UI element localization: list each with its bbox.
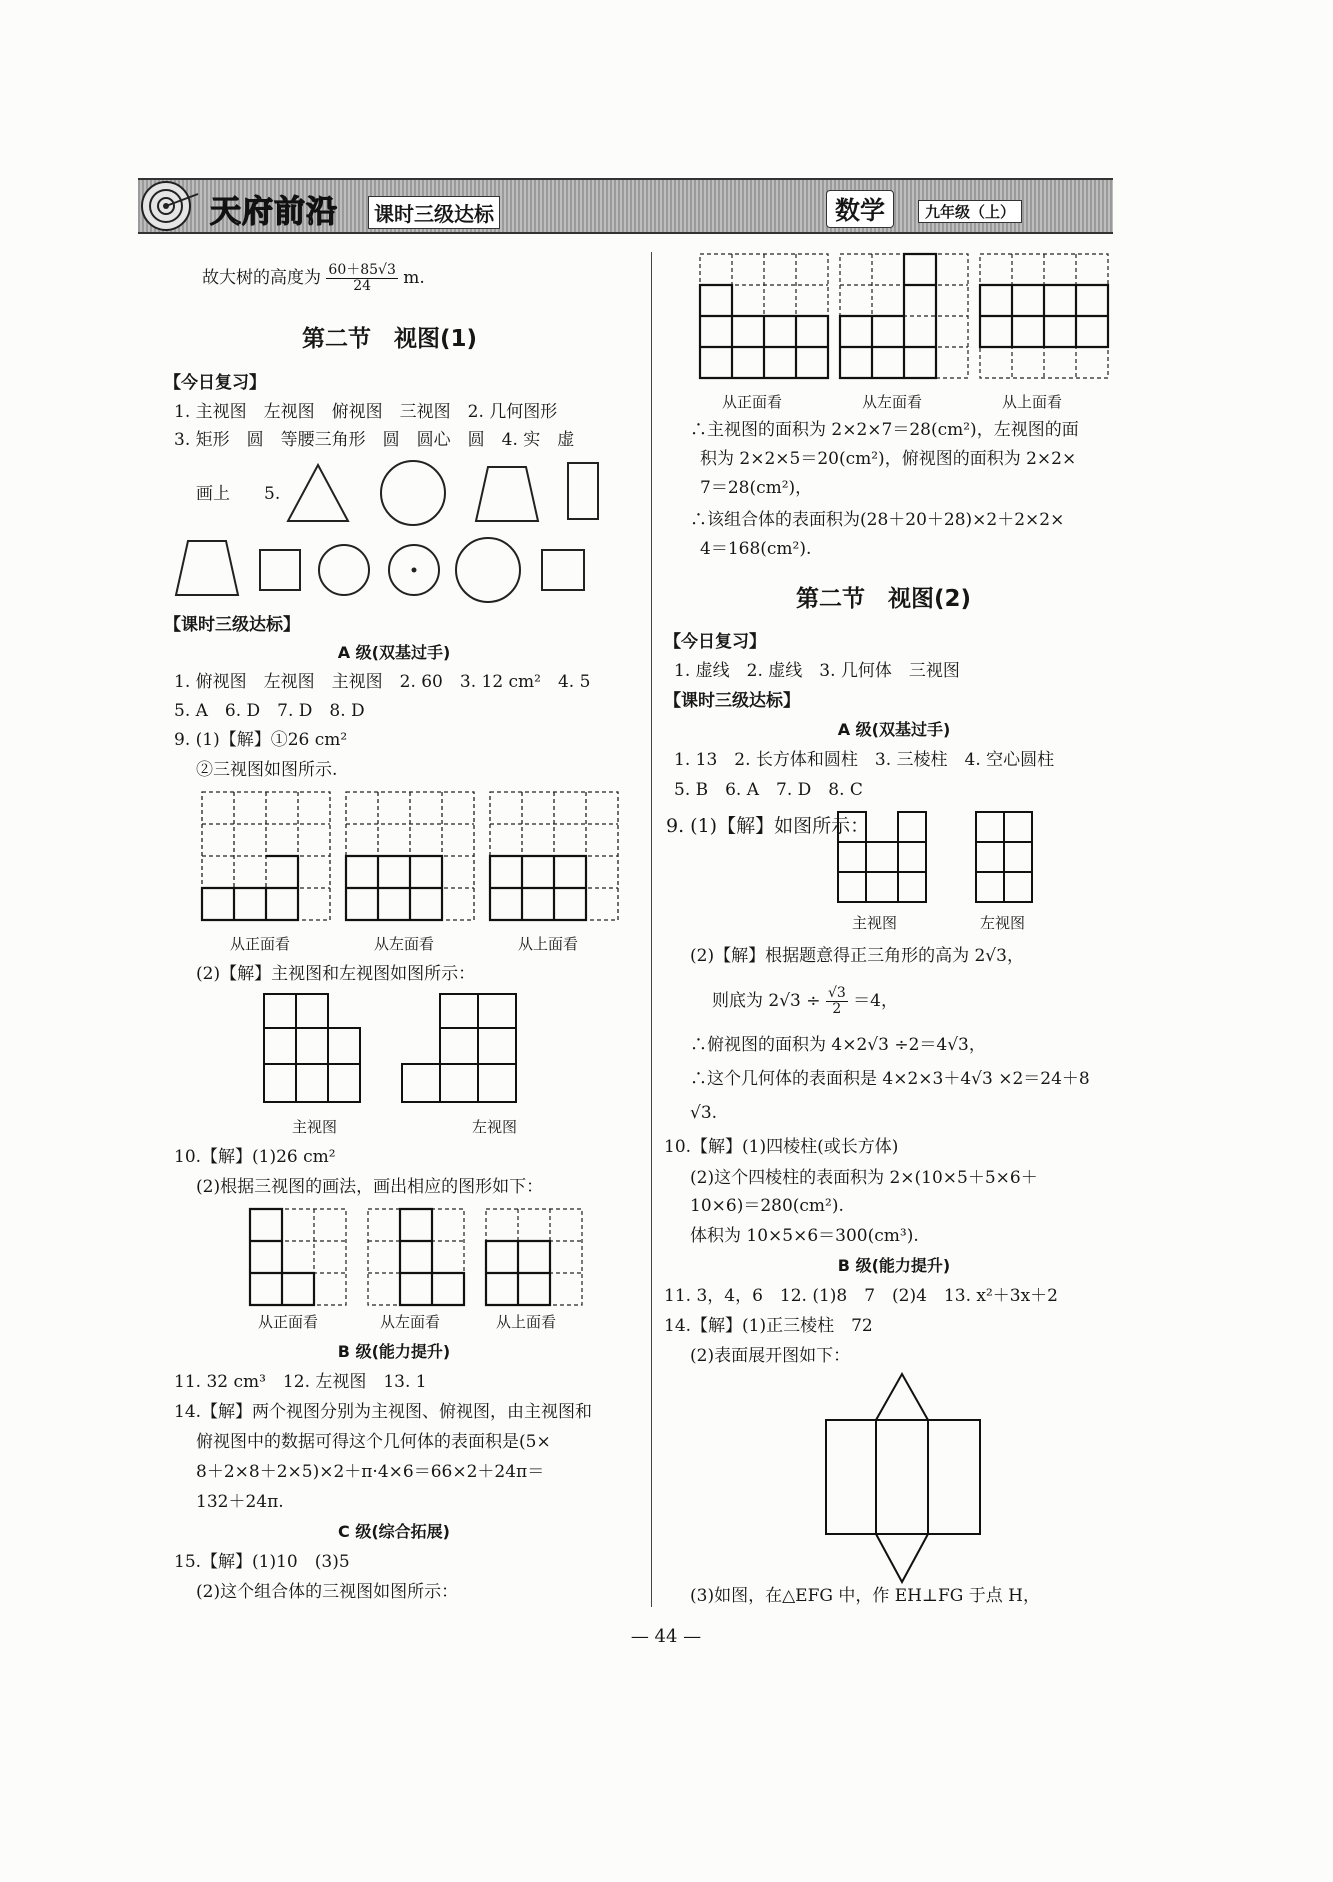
square-shape-2 [542, 550, 584, 590]
r-line-2: 积为 2×2×5＝20(cm²)，俯视图的面积为 2×2× [700, 449, 1077, 469]
a-level-2: A 级(双基过手) [837, 720, 951, 739]
a10-r-line-3: 10×6)＝280(cm²). [690, 1196, 844, 1216]
trapezoid-shape [476, 467, 538, 521]
target-logo-icon [140, 178, 200, 234]
caption-left-3: 从左面看 [862, 393, 923, 411]
a9-line-1: 9. (1)【解】①26 cm² [174, 730, 348, 750]
r-line-3: 7＝28(cm²)， [700, 478, 813, 498]
circle-shape-3 [456, 538, 520, 602]
header-subject: 数学 [826, 190, 894, 228]
section-title-1: 第二节 视图(1) [302, 326, 478, 352]
a9-r-line-6: √3. [690, 1103, 718, 1123]
review2-line-1: 1. 虚线 2. 虚线 3. 几何体 三视图 [674, 661, 960, 681]
prism-net-diagram [824, 1370, 984, 1590]
a9-r-line-4: ∴俯视图的面积为 4×2√3 ÷2＝4√3， [690, 1035, 986, 1055]
column-divider [651, 252, 652, 1607]
b14-line-1: 14.【解】两个视图分别为主视图、俯视图，由主视图和 [174, 1402, 593, 1422]
a10-line-1: 10.【解】(1)26 cm² [174, 1147, 336, 1167]
b14-line-2: 俯视图中的数据可得这个几何体的表面积是(5× [196, 1432, 551, 1452]
triangle-shape [288, 465, 348, 521]
a10-r-line-4: 体积为 10×5×6＝300(cm³). [690, 1226, 919, 1246]
a10-three-views [248, 1207, 588, 1307]
b14-r-line-2: (2)表面展开图如下： [690, 1346, 851, 1366]
prev-answer-fraction: $\frac{60+85√3}{24}$ [328, 262, 396, 294]
level-label-1: 【课时三级达标】 [164, 615, 300, 635]
b-level-2: B 级(能力提升) [837, 1256, 951, 1275]
page-number: — 44 — [630, 1626, 702, 1647]
r-line-1: ∴主视图的面积为 2×2×7＝28(cm²)，左视图的面 [690, 420, 1079, 440]
level-label-2: 【课时三级达标】 [664, 691, 800, 711]
three-view-dashed-grids [200, 790, 620, 925]
caption-front-2: 从正面看 [258, 1313, 319, 1331]
a10-r-line-1: 10.【解】(1)四棱柱(或长方体) [664, 1137, 899, 1157]
caption-left-1: 从左面看 [374, 935, 435, 953]
sqrt3-over-2-fraction: $\frac{√3}{2}$ [827, 985, 846, 1017]
main-and-side-view [262, 992, 562, 1112]
b14-line-3: 8＋2×8＋2×5)×2＋π·4×6＝66×2＋24π＝ [196, 1462, 545, 1482]
review-line-3b: 5. [264, 484, 281, 504]
a2-line-2: 5. B 6. A 7. D 8. C [674, 780, 863, 800]
header-series: 课时三级达标 [368, 196, 500, 229]
circle-shape [381, 461, 445, 525]
review-line-1: 1. 主视图 左视图 俯视图 三视图 2. 几何图形 [174, 402, 558, 422]
review-label-2: 【今日复习】 [664, 632, 766, 652]
b-line-1: 11. 32 cm³ 12. 左视图 13. 1 [174, 1372, 427, 1392]
caption-top-2: 从上面看 [496, 1313, 557, 1331]
a-level-1: A 级(双基过手) [337, 643, 451, 662]
caption-front-1: 从正面看 [230, 935, 291, 953]
b14-r-line-3: (3)如图，在△EFG 中，作 EH⊥FG 于点 H， [690, 1586, 1040, 1606]
section-title-2: 第二节 视图(2) [796, 586, 972, 612]
a-line-2: 5. A 6. D 7. D 8. D [174, 701, 365, 721]
r-main-side-view [836, 810, 1036, 906]
a10-r-line-2: (2)这个四棱柱的表面积为 2×(10×5＋5×6＋ [690, 1168, 1038, 1188]
square-shape [260, 550, 300, 590]
caption-top-3: 从上面看 [1002, 393, 1063, 411]
review-line-2: 3. 矩形 圆 等腰三角形 圆 圆心 圆 4. 实 虚 [174, 430, 575, 450]
b2-line-1: 11. 3，4，6 12. (1)8 7 (2)4 13. x²＋3x＋2 [664, 1286, 1058, 1306]
r-line-4: ∴该组合体的表面积为(28＋20＋28)×2＋2×2× [690, 510, 1065, 530]
b-level-1: B 级(能力提升) [337, 1342, 451, 1361]
header-grade: 九年级（上） [918, 200, 1022, 223]
rectangle-shape [568, 463, 598, 519]
c15-line-1: 15.【解】(1)10 (3)5 [174, 1552, 350, 1572]
circle-shape-2 [319, 545, 369, 595]
prev-answer: 故大树的高度为 $\frac{60+85√3}{24}$ m. [202, 262, 425, 294]
a9-r-line-3: 则底为 2√3 ÷ $\frac{√3}{2}$ ＝4， [712, 985, 898, 1017]
caption-main-1: 主视图 [292, 1118, 338, 1136]
caption-front-3: 从正面看 [722, 393, 783, 411]
a9-r-line-5: ∴这个几何体的表面积是 4×2×3＋4√3 ×2＝24＋8 [690, 1069, 1090, 1089]
caption-side-2: 左视图 [980, 914, 1026, 932]
a2-line-1: 1. 13 2. 长方体和圆柱 3. 三棱柱 4. 空心圆柱 [674, 750, 1055, 770]
a9-r-line-2: (2)【解】根据题意得正三角形的高为 2√3， [690, 946, 1024, 966]
caption-left-2: 从左面看 [380, 1313, 441, 1331]
a9-line-3: (2)【解】主视图和左视图如图所示： [196, 964, 476, 984]
c-level-1: C 级(综合拓展) [338, 1522, 450, 1541]
header-brand: 天府前沿 [210, 194, 338, 230]
a10-line-2: (2)根据三视图的画法，画出相应的图形如下： [196, 1177, 544, 1197]
review-label-1: 【今日复习】 [164, 373, 266, 393]
b14-line-4: 132＋24π. [196, 1492, 284, 1512]
a2-line-9: 9. (1)【解】如图所示： [666, 815, 870, 837]
a9-line-2: ②三视图如图所示. [196, 760, 338, 780]
c15-line-2: (2)这个组合体的三视图如图所示： [196, 1582, 459, 1602]
review-line-3a: 画上 [196, 484, 230, 504]
a-line-1: 1. 俯视图 左视图 主视图 2. 60 3. 12 cm² 4. 5 [174, 672, 591, 692]
caption-main-2: 主视图 [852, 914, 898, 932]
r-line-5: 4＝168(cm²). [700, 539, 812, 559]
caption-side-1: 左视图 [472, 1118, 518, 1136]
caption-top-1: 从上面看 [518, 935, 579, 953]
answer-5-shapes [170, 455, 600, 605]
b14-r-line-1: 14.【解】(1)正三棱柱 72 [664, 1316, 873, 1336]
trapezoid-shape-2 [176, 541, 238, 595]
combo-three-views [698, 252, 1118, 382]
